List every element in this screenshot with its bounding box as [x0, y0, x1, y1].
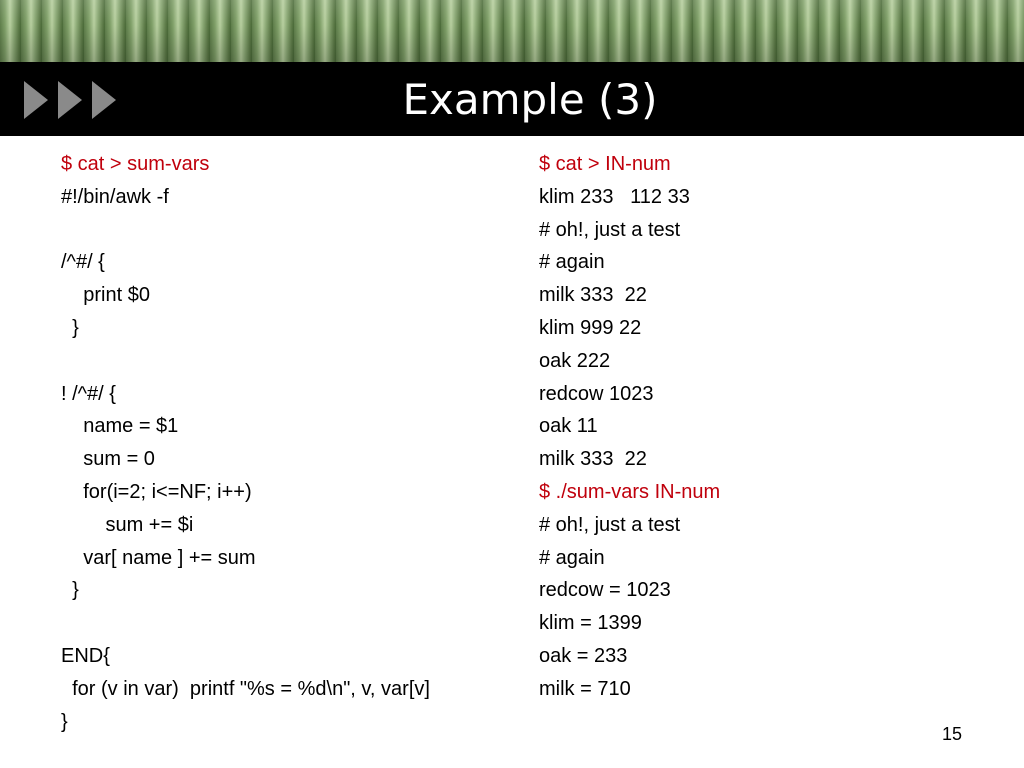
chevron-1-icon — [24, 81, 48, 119]
output-line: oak 11 — [539, 415, 598, 438]
output-line: milk = 710 — [539, 677, 631, 700]
output-line: $ cat > IN-num — [539, 153, 671, 175]
code-line: #!/bin/awk -f — [61, 185, 169, 208]
code-line: ! /^#/ { — [61, 382, 116, 405]
code-line — [61, 214, 521, 247]
code-line — [61, 607, 521, 640]
page-number: 15 — [941, 724, 962, 744]
awk-script-listing — [61, 148, 521, 738]
terminal-output-listing — [539, 148, 999, 706]
code-line — [61, 345, 521, 378]
code-line: END{ — [61, 644, 110, 667]
output-line: # again — [539, 546, 605, 569]
code-line: } — [61, 316, 79, 339]
output-line: oak 222 — [539, 349, 611, 372]
chevron-3-icon — [92, 81, 116, 119]
code-line: } — [61, 710, 68, 733]
decorative-header-band — [0, 0, 1024, 62]
code-line: $ cat > sum-vars — [61, 153, 210, 175]
output-line: klim = 1399 — [539, 612, 642, 635]
output-line: klim 233 112 33 — [539, 185, 690, 208]
code-line: for(i=2; i<=NF; i++) — [61, 480, 252, 503]
output-line: oak = 233 — [539, 644, 628, 667]
code-line: for (v in var) printf "%s = %d\n", v, var[v] — [61, 677, 430, 700]
output-line: $ ./sum-vars IN-num — [539, 480, 721, 503]
code-line: /^#/ { — [61, 251, 105, 274]
output-line: # again — [539, 251, 605, 274]
code-line: print $0 — [61, 284, 150, 307]
output-line: milk 333 22 — [539, 448, 647, 471]
triple-chevron-right-icon — [24, 79, 124, 121]
output-line: redcow 1023 — [539, 382, 654, 405]
output-line: # oh!, just a test — [539, 218, 681, 241]
output-line: milk 333 22 — [539, 284, 647, 307]
output-line: redcow = 1023 — [539, 579, 671, 602]
code-line: name = $1 — [61, 415, 179, 438]
code-line: var[ name ] += sum — [61, 546, 256, 569]
output-line: klim 999 22 — [539, 316, 642, 339]
code-line: sum += $i — [61, 513, 194, 536]
output-line: # oh!, just a test — [539, 513, 681, 536]
code-line: } — [61, 579, 79, 602]
chevron-2-icon — [58, 81, 82, 119]
slide-title: Example (3) — [402, 75, 658, 124]
code-line: sum = 0 — [61, 448, 155, 471]
